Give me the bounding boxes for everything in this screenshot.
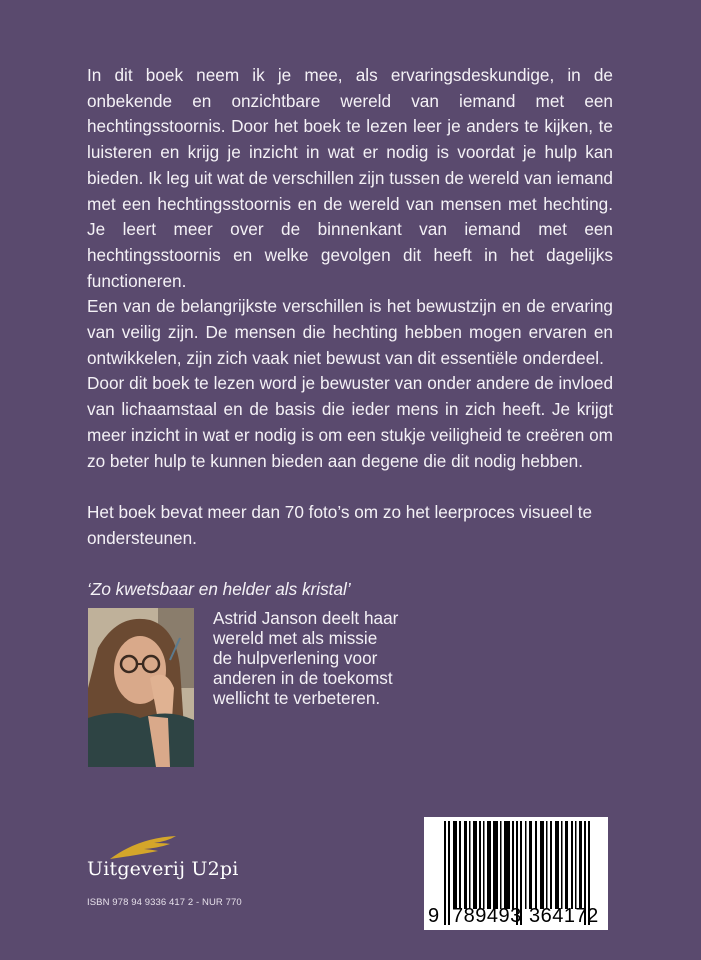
author-photo [88, 608, 194, 767]
wing-icon [108, 834, 178, 860]
author-bio-line: wellicht te verbeteren. [213, 688, 381, 708]
safety-paragraph: Een van de belangrijkste verschillen is het bewustzijn en de ervaring van veilig zijn. De mensen die hechting hebben mogen ervaren en ontwikkelen, zijn zich vaak niet bewust van dit essentiële onderdeel. [87, 296, 613, 368]
barcode-digits [424, 906, 608, 928]
author-bio [213, 608, 453, 708]
barcode-left-group: 789493 [452, 905, 522, 927]
insight-paragraph: Door dit boek te lezen word je bewuster van onder andere de invloed van lichaamstaal en de basis die ieder mens in zich heeft. Je krijgt meer inzicht in wat er nodig is om een stukje veiligheid te creëren om zo beter hulp te kunnen bieden aan degene die dit nodig hebben. [87, 373, 613, 471]
tagline-quote: ‘Zo kwetsbaar en helder als kristal’ [87, 579, 351, 600]
back-cover-text [87, 63, 613, 603]
author-bio-line: wereld met als missie [213, 628, 378, 648]
publisher-name: Uitgeverij U2pi [87, 858, 239, 880]
isbn-nur: ISBN 978 94 9336 417 2 - NUR 770 [87, 897, 242, 908]
author-bio-line: de hulpverlening voor [213, 648, 378, 668]
publisher-logo [84, 834, 284, 894]
author-bio-line: anderen in de toekomst [213, 668, 393, 688]
isbn-barcode [424, 817, 608, 930]
intro-paragraph: In dit boek neem ik je mee, als ervaringsdeskundige, in de onbekende en onzichtbare wereld van iemand met een hechtingsstoornis. Door het boek te lezen leer je anders te kijken, te luisteren en krijg je inzicht in wat er nodig is voordat je hulp kan bieden. Ik leg uit wat de verschillen zijn tussen de wereld van iemand met een hechtingsstoornis en de wereld van mensen met hechting. Je leert meer over de binnenkant van iemand met een hechtingsstoornis en welke gevolgen dit heeft in het dagelijks functioneren. [87, 65, 613, 291]
photos-note: Het boek bevat meer dan 70 foto’s om zo het leerproces visueel te ondersteunen. [87, 501, 593, 548]
barcode-first-digit: 9 [428, 905, 440, 927]
author-bio-line: Astrid Janson deelt haar [213, 608, 399, 628]
barcode-right-group: 364172 [529, 905, 599, 927]
